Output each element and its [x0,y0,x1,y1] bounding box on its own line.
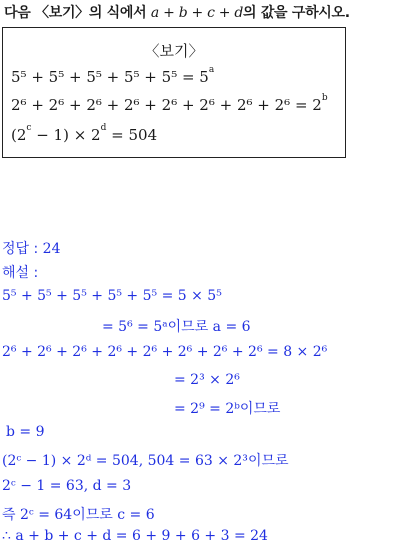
eq3-exponent-c: c [26,123,32,133]
eq2-lhs: 2⁶ + 2⁶ + 2⁶ + 2⁶ + 2⁶ + 2⁶ + 2⁶ + 2⁶ = 2 [11,96,322,114]
solution-line-2-text: 이므로 [167,319,209,335]
solution-line-7 [2,450,289,470]
solution-line-4: = 2³ × 2⁶ [174,372,240,388]
solution-line-9 [2,504,155,524]
solution-line-9-text: 이므로 [72,507,113,523]
question-text [4,2,350,22]
solution-line-8: 2ᶜ − 1 = 63, d = 3 [2,478,132,494]
eq2-exponent: b [321,93,328,103]
example-box [2,27,346,158]
answer-value: 24 [42,241,61,257]
eq3-part-a: (2 [11,126,27,144]
eq3-part-c: = 504 [106,126,158,144]
question-prefix: 다음 〈보기〉의 식에서 [4,5,151,21]
solution-line-7-text: 이므로 [247,453,289,469]
example-box-title: 〈보기〉 [144,42,204,60]
solution-line-6: b = 9 [6,424,45,440]
example-equation-1 [11,65,215,86]
answer-label: 정답 : [2,241,39,257]
answer-line [2,238,61,258]
solution-line-9-tail: c = 6 [117,507,155,523]
question-suffix: 의 값을 구하시오. [243,5,350,21]
eq1-lhs: 5⁵ + 5⁵ + 5⁵ + 5⁵ + 5⁵ = 5 [11,68,209,86]
example-equation-2 [11,93,328,114]
eq3-part-b: − 1) × 2 [31,126,101,144]
solution-line-9-pre: 즉 [2,507,16,523]
solution-line-1: 5⁵ + 5⁵ + 5⁵ + 5⁵ + 5⁵ = 5 × 5⁵ [2,288,222,304]
explanation-label: 해설 : [2,265,39,281]
eq3-exponent-d: d [100,123,107,133]
question-expression: a + b + c + d [150,5,244,21]
solution-line-2 [102,316,251,336]
solution-line-9-math: 2ᶜ = 64 [19,507,73,523]
example-equation-3 [11,123,158,144]
solution-line-2-math: = 5⁶ = 5ᵃ [102,319,168,335]
solution-line-5-text: 이므로 [239,401,281,417]
solution-line-7-math: (2ᶜ − 1) × 2ᵈ = 504, 504 = 63 × 2³ [2,453,248,469]
solution-line-5 [174,398,280,418]
solution-line-3: 2⁶ + 2⁶ + 2⁶ + 2⁶ + 2⁶ + 2⁶ + 2⁶ + 2⁶ = 8 × 2⁶ [2,344,328,360]
eq1-exponent: a [208,65,215,75]
solution-line-5-math: = 2⁹ = 2ᵇ [174,401,240,417]
solution-line-2-tail: a = 6 [212,319,251,335]
solution-line-10: ∴ a + b + c + d = 6 + 9 + 6 + 3 = 24 [2,528,268,544]
